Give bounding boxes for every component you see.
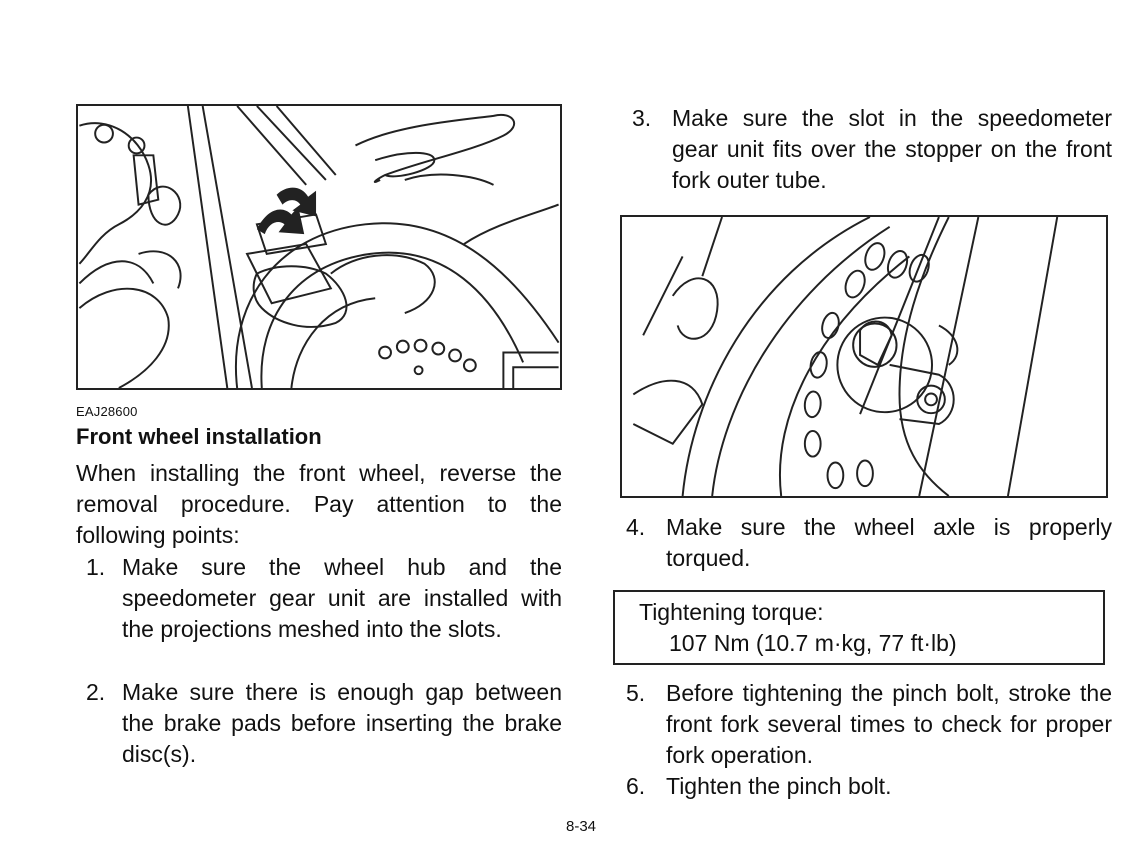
speedometer-slot-illustration xyxy=(622,217,1106,496)
step-number: 5. xyxy=(626,680,646,706)
section-heading: Front wheel installation xyxy=(76,424,322,449)
wheel-hub-illustration xyxy=(78,106,560,388)
step-5 xyxy=(626,678,1112,771)
step-text: Before tightening the pinch bolt, stroke the front fork several times to check for proper fork operation. xyxy=(666,680,1112,768)
step-text: Tighten the pinch bolt. xyxy=(666,773,892,799)
figure-speedometer-slot xyxy=(620,215,1108,498)
step-number: 3. xyxy=(632,105,652,131)
torque-label: Tightening torque: xyxy=(639,599,824,625)
torque-value: 107 Nm (10.7 m·kg, 77 ft·lb) xyxy=(669,630,957,656)
step-text: Make sure the slot in the speedometer gear unit fits over the stopper on the front fork outer tube. xyxy=(672,105,1112,193)
step-2 xyxy=(86,677,562,770)
torque-spec-box xyxy=(613,590,1105,665)
page-number: 8-34 xyxy=(566,818,597,835)
step-1 xyxy=(86,552,562,645)
step-text: Make sure there is enough gap between the brake pads before inserting the brake disc(s). xyxy=(122,679,562,767)
step-text: Make sure the wheel axle is properly torqued. xyxy=(666,514,1112,571)
step-6 xyxy=(626,771,1112,802)
section-code: EAJ28600 xyxy=(76,404,138,419)
step-4 xyxy=(626,512,1112,574)
step-number: 4. xyxy=(626,514,646,540)
step-text: Make sure the wheel hub and the speedometer gear unit are installed with the projections meshed into the slots. xyxy=(122,554,562,642)
step-number: 1. xyxy=(86,554,106,580)
step-3 xyxy=(632,103,1112,196)
step-number: 6. xyxy=(626,773,646,799)
intro-paragraph: When installing the front wheel, reverse the removal procedure. Pay attention to the following points: xyxy=(76,460,562,548)
step-number: 2. xyxy=(86,679,106,705)
figure-wheel-hub-installation xyxy=(76,104,562,390)
